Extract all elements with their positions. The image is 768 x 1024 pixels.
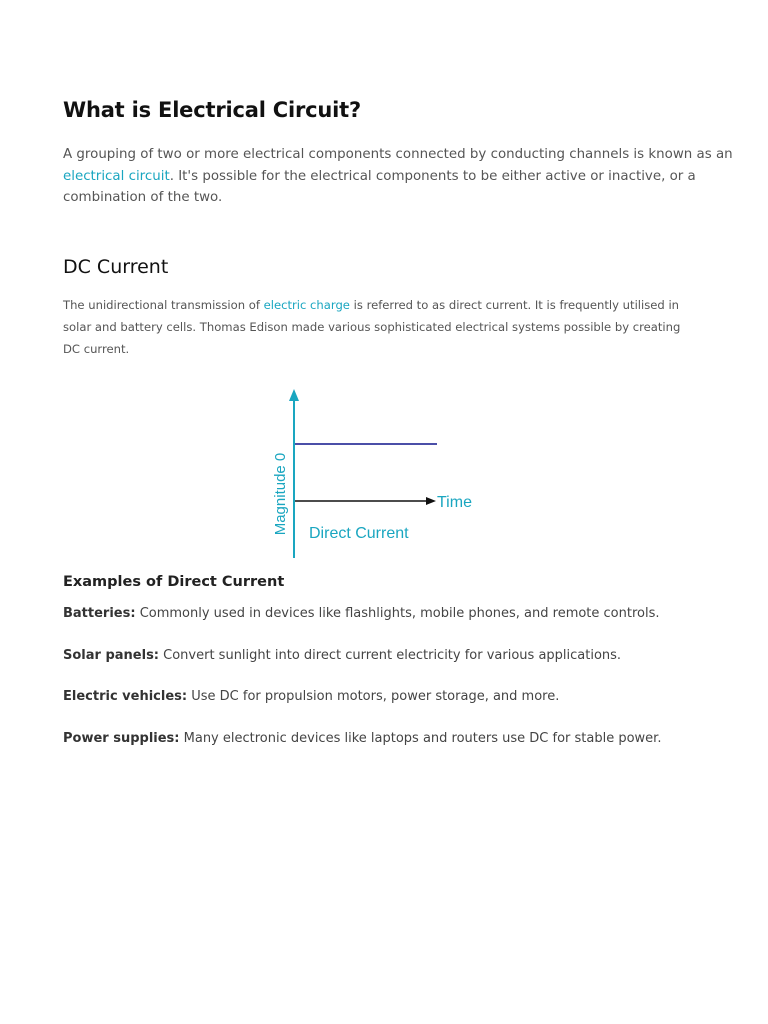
dc-current-diagram: [255, 365, 495, 565]
example-desc: Convert sunlight into direct current electricity for various applications.: [159, 648, 622, 663]
example-term: Power supplies:: [63, 731, 180, 746]
example-item: [63, 687, 753, 707]
dc-current-heading: DC Current: [63, 256, 169, 278]
x-axis-arrow-icon: [426, 497, 436, 505]
example-desc: Use DC for propulsion motors, power storage, and more.: [187, 689, 560, 704]
example-item: [63, 604, 753, 624]
page-title: What is Electrical Circuit?: [63, 98, 361, 122]
examples-heading: Examples of Direct Current: [63, 574, 285, 590]
y-axis-arrow-icon: [289, 389, 299, 401]
electrical-circuit-link[interactable]: electrical circuit: [63, 168, 170, 184]
example-term: Solar panels:: [63, 648, 160, 663]
example-desc: Commonly used in devices like flashlights, mobile phones, and remote controls.: [135, 606, 660, 621]
example-item: [63, 646, 753, 666]
paragraph-text: . It's possible for the electrical components to be either active or inactive, or a combination of the two.: [63, 168, 696, 205]
diagram-caption: Direct Current: [309, 525, 409, 542]
paragraph-text: is referred to as direct current. It is frequently utilised in solar and battery cells. Thomas Edison made various sophisticated electrical systems possible by creating DC current.: [63, 298, 681, 356]
example-term: Electric vehicles:: [63, 689, 188, 704]
paragraph-text: The unidirectional transmission of: [63, 298, 264, 312]
circuit-definition-paragraph: [63, 144, 753, 209]
example-desc: Many electronic devices like laptops and routers use DC for stable power.: [179, 731, 662, 746]
example-term: Batteries:: [63, 606, 136, 621]
example-item: [63, 729, 753, 749]
electric-charge-link[interactable]: electric charge: [263, 298, 350, 312]
y-axis-label: Magnitude 0: [272, 452, 289, 536]
x-axis-label: Time: [437, 494, 472, 511]
paragraph-text: A grouping of two or more electrical components connected by conducting channels is known as an: [63, 147, 733, 162]
dc-current-paragraph: [63, 294, 693, 360]
